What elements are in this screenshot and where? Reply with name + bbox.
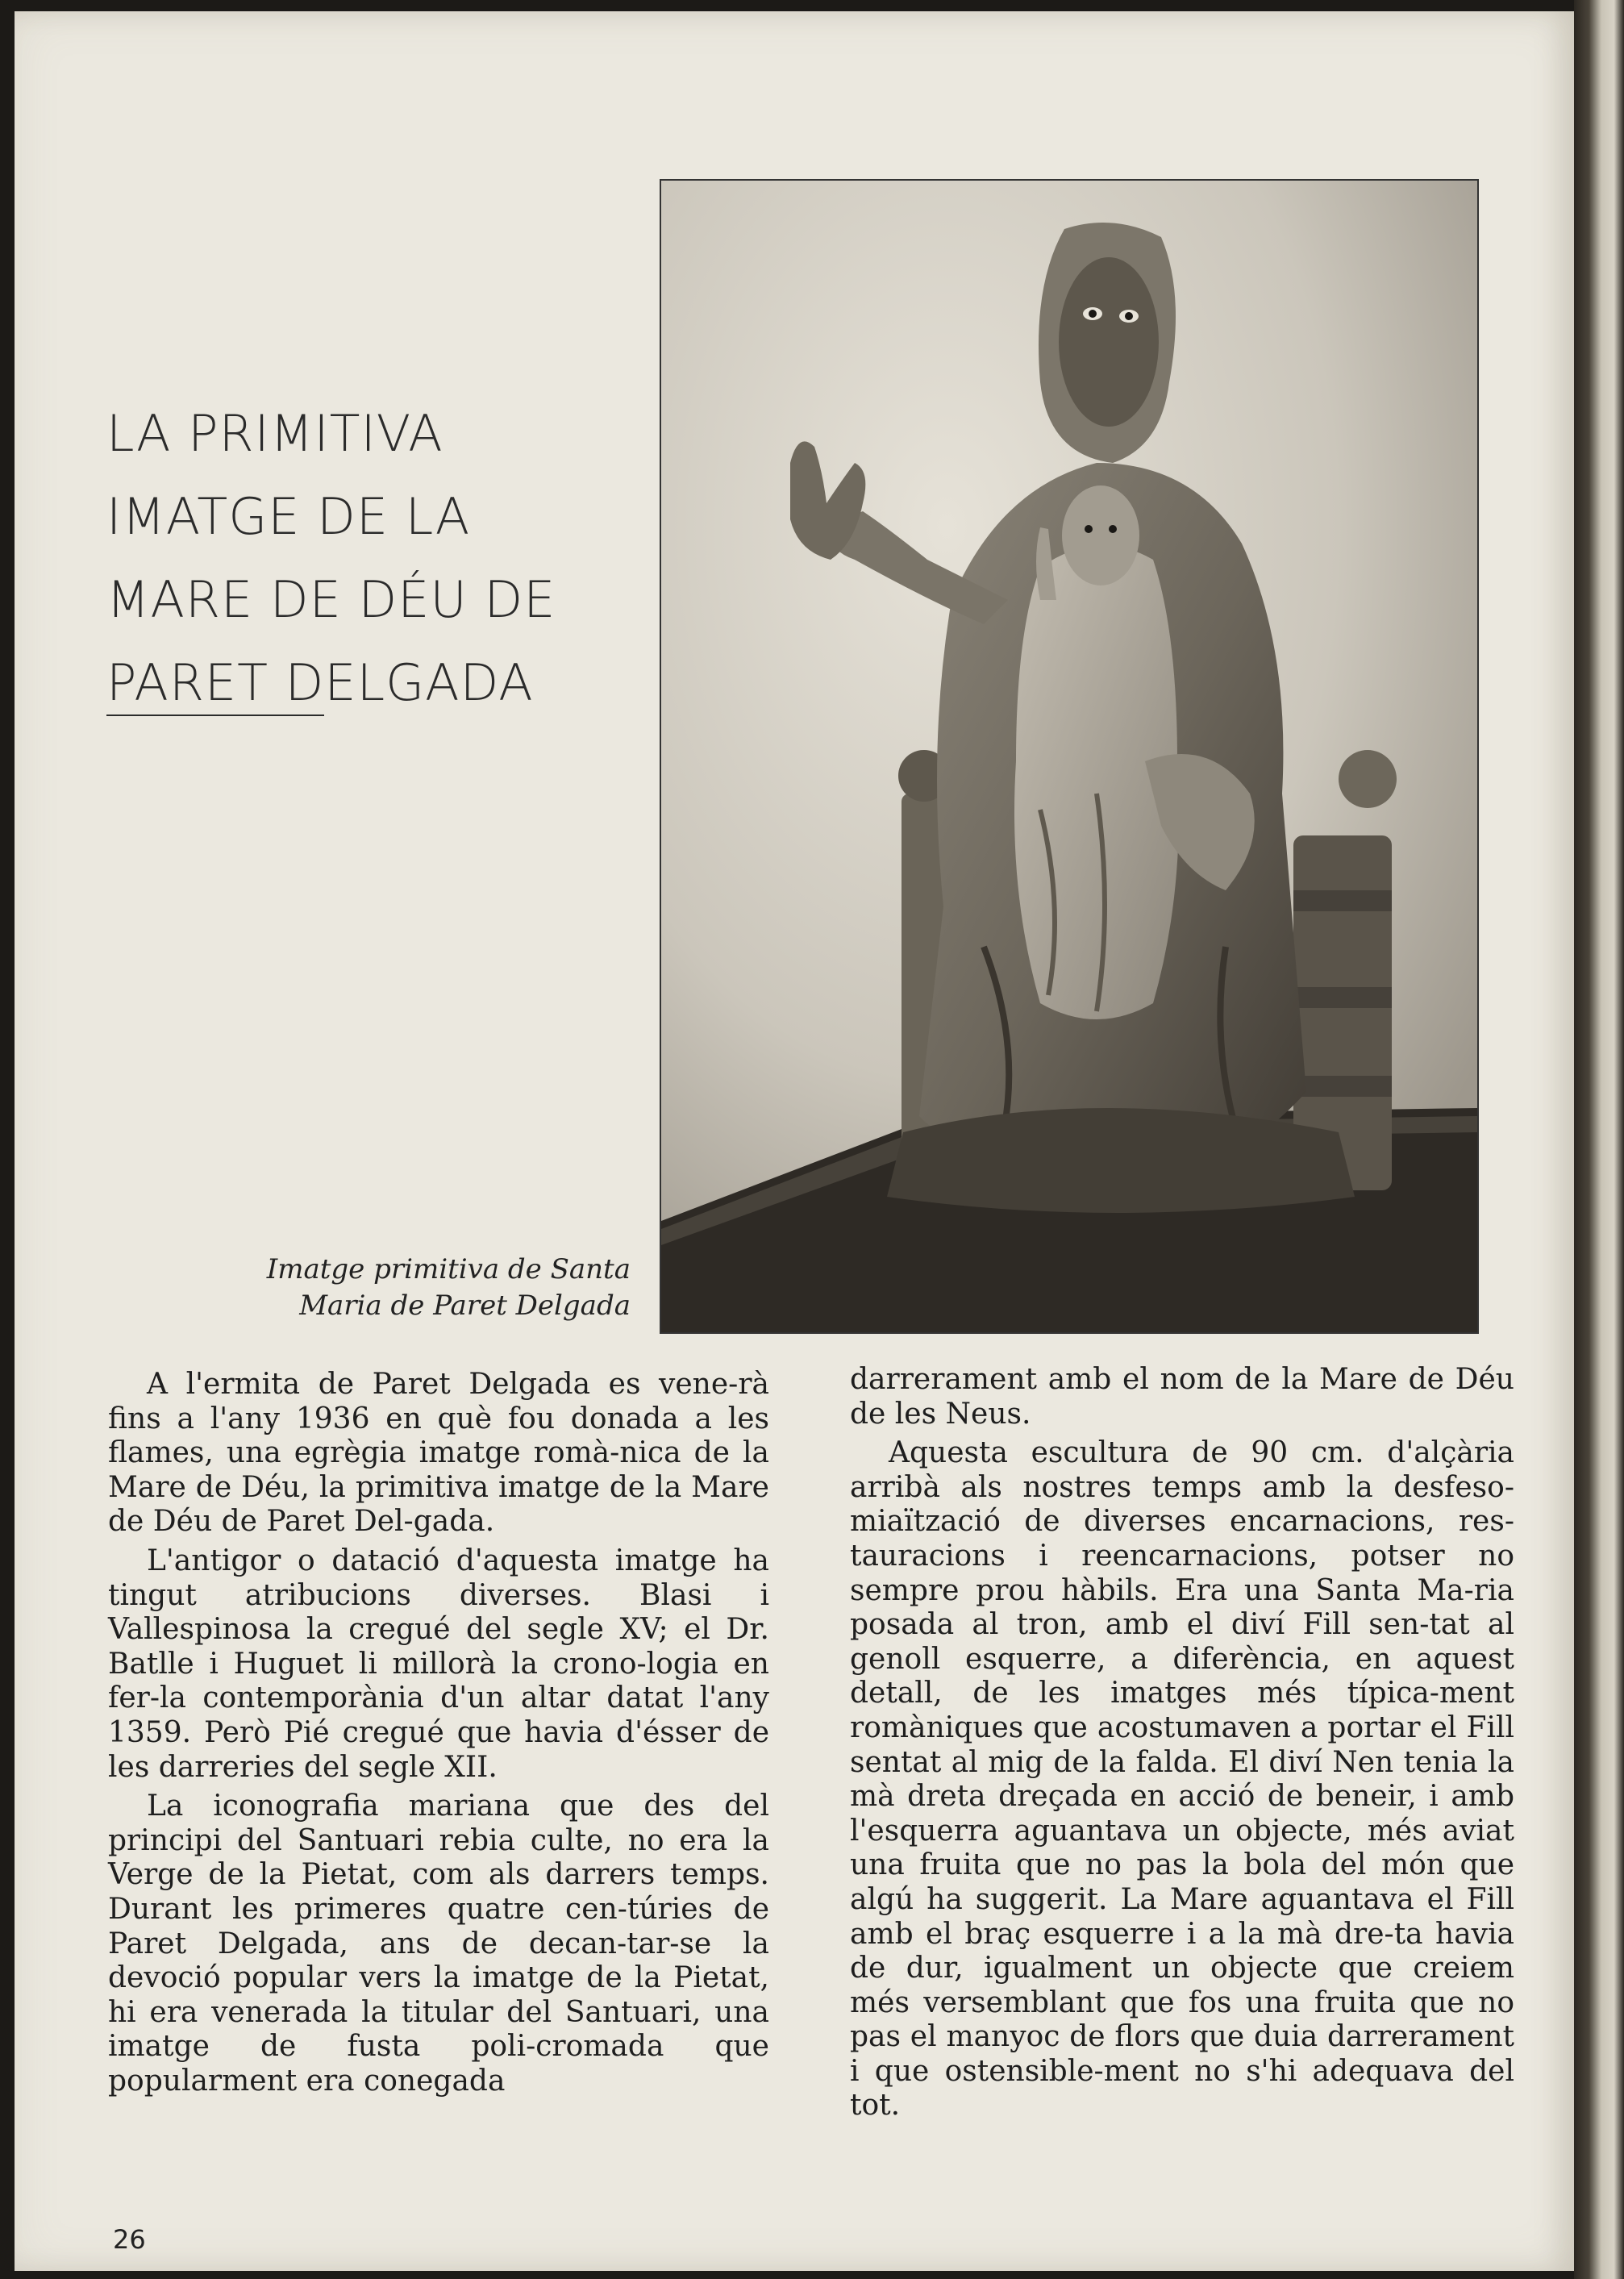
caption-line: Imatge primitiva de Santa — [266, 1253, 631, 1285]
title-line: MARE DE DÉU DE — [106, 570, 556, 629]
title-line: LA PRIMITIVA — [106, 404, 443, 463]
title-line: PARET DELGADA — [106, 653, 534, 712]
title-line: IMATGE DE LA — [106, 487, 471, 546]
binding-edge — [1574, 0, 1624, 2279]
article-title — [106, 392, 655, 724]
page-number: 26 — [113, 2224, 146, 2255]
photo-caption — [210, 1252, 631, 1324]
paragraph: A l'ermita de Paret Delgada es vene-rà fins a l'any 1936 en què fou donada a les flames, una egrègia imatge romà-nica de la Mare de Déu, la primitiva imatge de la Mare de Déu de Paret Del-gada. — [108, 1368, 769, 1539]
right-column — [850, 1363, 1514, 2128]
paragraph: La iconografia mariana que des del principi del Santuari rebia culte, no era la Verge de la Pietat, com als darrers temps. Durant les primeres quatre cen-túries de Paret Delgada, ans de decan-tar-se la devoció popular vers la imatge de la Pietat, hi era venerada la titular del Santuari, una imatge de fusta poli-cromada que popularment era conegada — [108, 1789, 769, 2098]
paragraph: Aquesta escultura de 90 cm. d'alçària arribà als nostres temps amb la desfeso-miaïtzació de diverses encarnacions, res-tauracions i reencarnacions, potser no sempre prou hàbils. Era una Santa Ma-ria posada al tron, amb el diví Fill sen-tat al genoll esquerre, a diferència, en aquest detall, de les imatges més típica-ment romàniques que acostumaven a portar el Fill sentat al mig de la falda. El diví Nen tenia la mà dreta dreçada en acció de beneir, i amb l'esquerra aguantava un objecte, més aviat una fruita que no pas la bola del món que algú ha suggerit. La Mare aguantava el Fill amb el braç esquerre i a la mà dre-ta havia de dur, igualment un objecte que creiem més versemblant que fos una fruita que no pas el manyoc de flors que duia darrerament i que ostensible-ment no s'hi adequava del tot. — [850, 1436, 1514, 2123]
statue-photo — [660, 179, 1479, 1334]
paragraph: L'antigor o datació d'aquesta imatge ha tingut atribucions diverses. Blasi i Vallespinosa la cregué del segle XV; el Dr. Batlle i Huguet li millorà la crono-logia en fer-la contemporània d'un altar datat l'any 1359. Però Pié cregué que havia d'ésser de les darreries del segle XII. — [108, 1544, 769, 1784]
statue-icon — [661, 181, 1477, 1332]
title-underline — [106, 715, 324, 716]
paragraph: darrerament amb el nom de la Mare de Déu de les Neus. — [850, 1363, 1514, 1431]
left-column — [108, 1368, 769, 2103]
caption-line: Maria de Paret Delgada — [299, 1289, 631, 1322]
